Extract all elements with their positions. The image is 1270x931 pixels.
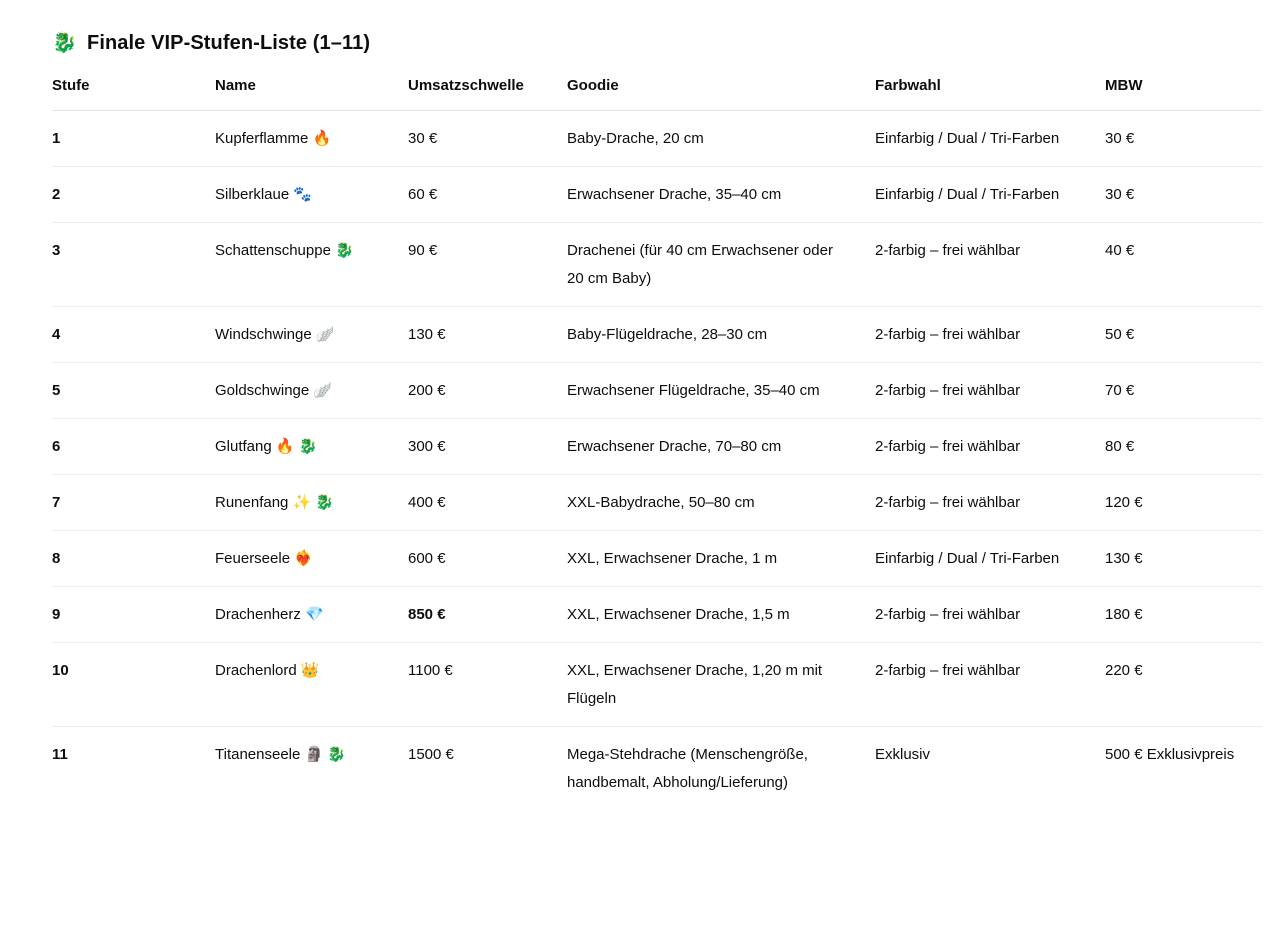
cell-farbwahl: 2-farbig – frei wählbar (875, 223, 1105, 307)
table-row-8 (52, 531, 1262, 587)
cell-mbw: 40 € (1105, 223, 1262, 307)
page-title (52, 28, 1262, 58)
cell-umsatzschwelle: 600 € (408, 531, 567, 587)
cell-mbw: 30 € (1105, 167, 1262, 223)
cell-stufe: 1 (52, 111, 215, 167)
cell-name: Schattenschuppe 🐉 (215, 223, 408, 307)
cell-name: Titanenseele 🗿 🐉 (215, 746, 347, 763)
table-body (52, 111, 1262, 811)
cell-umsatzschwelle: 30 € (408, 111, 567, 167)
table-row-11 (52, 727, 1262, 811)
column-header-stufe: Stufe (52, 66, 215, 111)
column-header-umsatzschwelle: Umsatzschwelle (408, 66, 567, 111)
cell-stufe: 10 (52, 643, 215, 727)
cell-goodie: XXL, Erwachsener Drache, 1 m (567, 531, 875, 587)
cell-goodie: Erwachsener Flügeldrache, 35–40 cm (567, 363, 875, 419)
cell-farbwahl: 2-farbig – frei wählbar (875, 643, 1105, 727)
column-header-mbw: MBW (1105, 66, 1262, 111)
cell-mbw: 500 € Exklusivpreis (1105, 746, 1235, 763)
cell-name: Windschwinge 🪽 (215, 307, 408, 363)
cell-stufe: 11 (52, 746, 68, 763)
table-row-10 (52, 643, 1262, 727)
cell-goodie: XXL-Babydrache, 50–80 cm (567, 475, 875, 531)
table-row-9 (52, 587, 1262, 643)
cell-name: Runenfang ✨ 🐉 (215, 475, 408, 531)
cell-goodie: Baby-Flügeldrache, 28–30 cm (567, 307, 875, 363)
cell-goodie: Erwachsener Drache, 35–40 cm (567, 167, 875, 223)
cell-stufe: 4 (52, 307, 215, 363)
cell-mbw: 220 € (1105, 643, 1262, 727)
cell-goodie: Mega-Stehdrache (Menschengröße, handbemalt, Abholung/Lieferung) (567, 746, 808, 791)
cell-farbwahl: Einfarbig / Dual / Tri-Farben (875, 531, 1105, 587)
cell-umsatzschwelle: 400 € (408, 475, 567, 531)
cell-mbw: 70 € (1105, 363, 1262, 419)
table-row-4 (52, 307, 1262, 363)
cell-umsatzschwelle: 60 € (408, 167, 567, 223)
cell-stufe: 5 (52, 363, 215, 419)
cell-farbwahl: 2-farbig – frei wählbar (875, 307, 1105, 363)
cell-stufe: 8 (52, 531, 215, 587)
cell-mbw: 80 € (1105, 419, 1262, 475)
cell-mbw: 30 € (1105, 111, 1262, 167)
cell-stufe: 2 (52, 167, 215, 223)
cell-umsatzschwelle: 1100 € (408, 643, 567, 727)
column-header-farbwahl: Farbwahl (875, 66, 1105, 111)
cell-name: Drachenherz 💎 (215, 587, 408, 643)
cell-name: Glutfang 🔥 🐉 (215, 419, 408, 475)
cell-umsatzschwelle: 130 € (408, 307, 567, 363)
cell-umsatzschwelle: 200 € (408, 363, 567, 419)
cell-name: Goldschwinge 🪽 (215, 363, 408, 419)
cell-name: Silberklaue 🐾 (215, 167, 408, 223)
cell-stufe: 9 (52, 587, 215, 643)
cell-farbwahl: 2-farbig – frei wählbar (875, 419, 1105, 475)
dragon-icon: 🐉 (52, 32, 78, 54)
document-content (52, 0, 1262, 810)
header-row (52, 66, 1262, 111)
cell-mbw: 50 € (1105, 307, 1262, 363)
cell-farbwahl: Einfarbig / Dual / Tri-Farben (875, 111, 1105, 167)
cell-umsatzschwelle: 90 € (408, 223, 567, 307)
cell-mbw: 180 € (1105, 587, 1262, 643)
cell-goodie: Drachenei (für 40 cm Erwachsener oder 20 cm Baby) (567, 223, 875, 307)
table-row-2 (52, 167, 1262, 223)
table-row-5 (52, 363, 1262, 419)
cell-mbw: 120 € (1105, 475, 1262, 531)
cell-farbwahl: 2-farbig – frei wählbar (875, 363, 1105, 419)
table-row-7 (52, 475, 1262, 531)
cell-stufe: 3 (52, 223, 215, 307)
cell-farbwahl: 2-farbig – frei wählbar (875, 587, 1105, 643)
table-header (52, 66, 1262, 111)
cell-goodie: Erwachsener Drache, 70–80 cm (567, 419, 875, 475)
cell-mbw: 130 € (1105, 531, 1262, 587)
column-header-goodie: Goodie (567, 66, 875, 111)
cell-farbwahl: Einfarbig / Dual / Tri-Farben (875, 167, 1105, 223)
cell-umsatzschwelle: 300 € (408, 419, 567, 475)
cell-farbwahl: Exklusiv (875, 746, 931, 763)
table-row-1 (52, 111, 1262, 167)
cell-name: Drachenlord 👑 (215, 643, 408, 727)
cell-stufe: 6 (52, 419, 215, 475)
cell-name: Feuerseele ❤️‍🔥 (215, 531, 408, 587)
cell-umsatzschwelle: 850 € (408, 587, 567, 643)
page-title-text: Finale VIP-Stufen-Liste (1–11) (87, 32, 371, 54)
cell-umsatzschwelle: 1500 € (408, 746, 454, 763)
cell-stufe: 7 (52, 475, 215, 531)
table-row-3 (52, 223, 1262, 307)
cell-farbwahl: 2-farbig – frei wählbar (875, 475, 1105, 531)
cell-goodie: Baby-Drache, 20 cm (567, 111, 875, 167)
table-row-6 (52, 419, 1262, 475)
cell-name: Kupferflamme 🔥 (215, 111, 408, 167)
column-header-name: Name (215, 66, 408, 111)
vip-tier-table (52, 66, 1262, 810)
cell-goodie: XXL, Erwachsener Drache, 1,5 m (567, 587, 875, 643)
cell-goodie: XXL, Erwachsener Drache, 1,20 m mit Flügeln (567, 643, 875, 727)
